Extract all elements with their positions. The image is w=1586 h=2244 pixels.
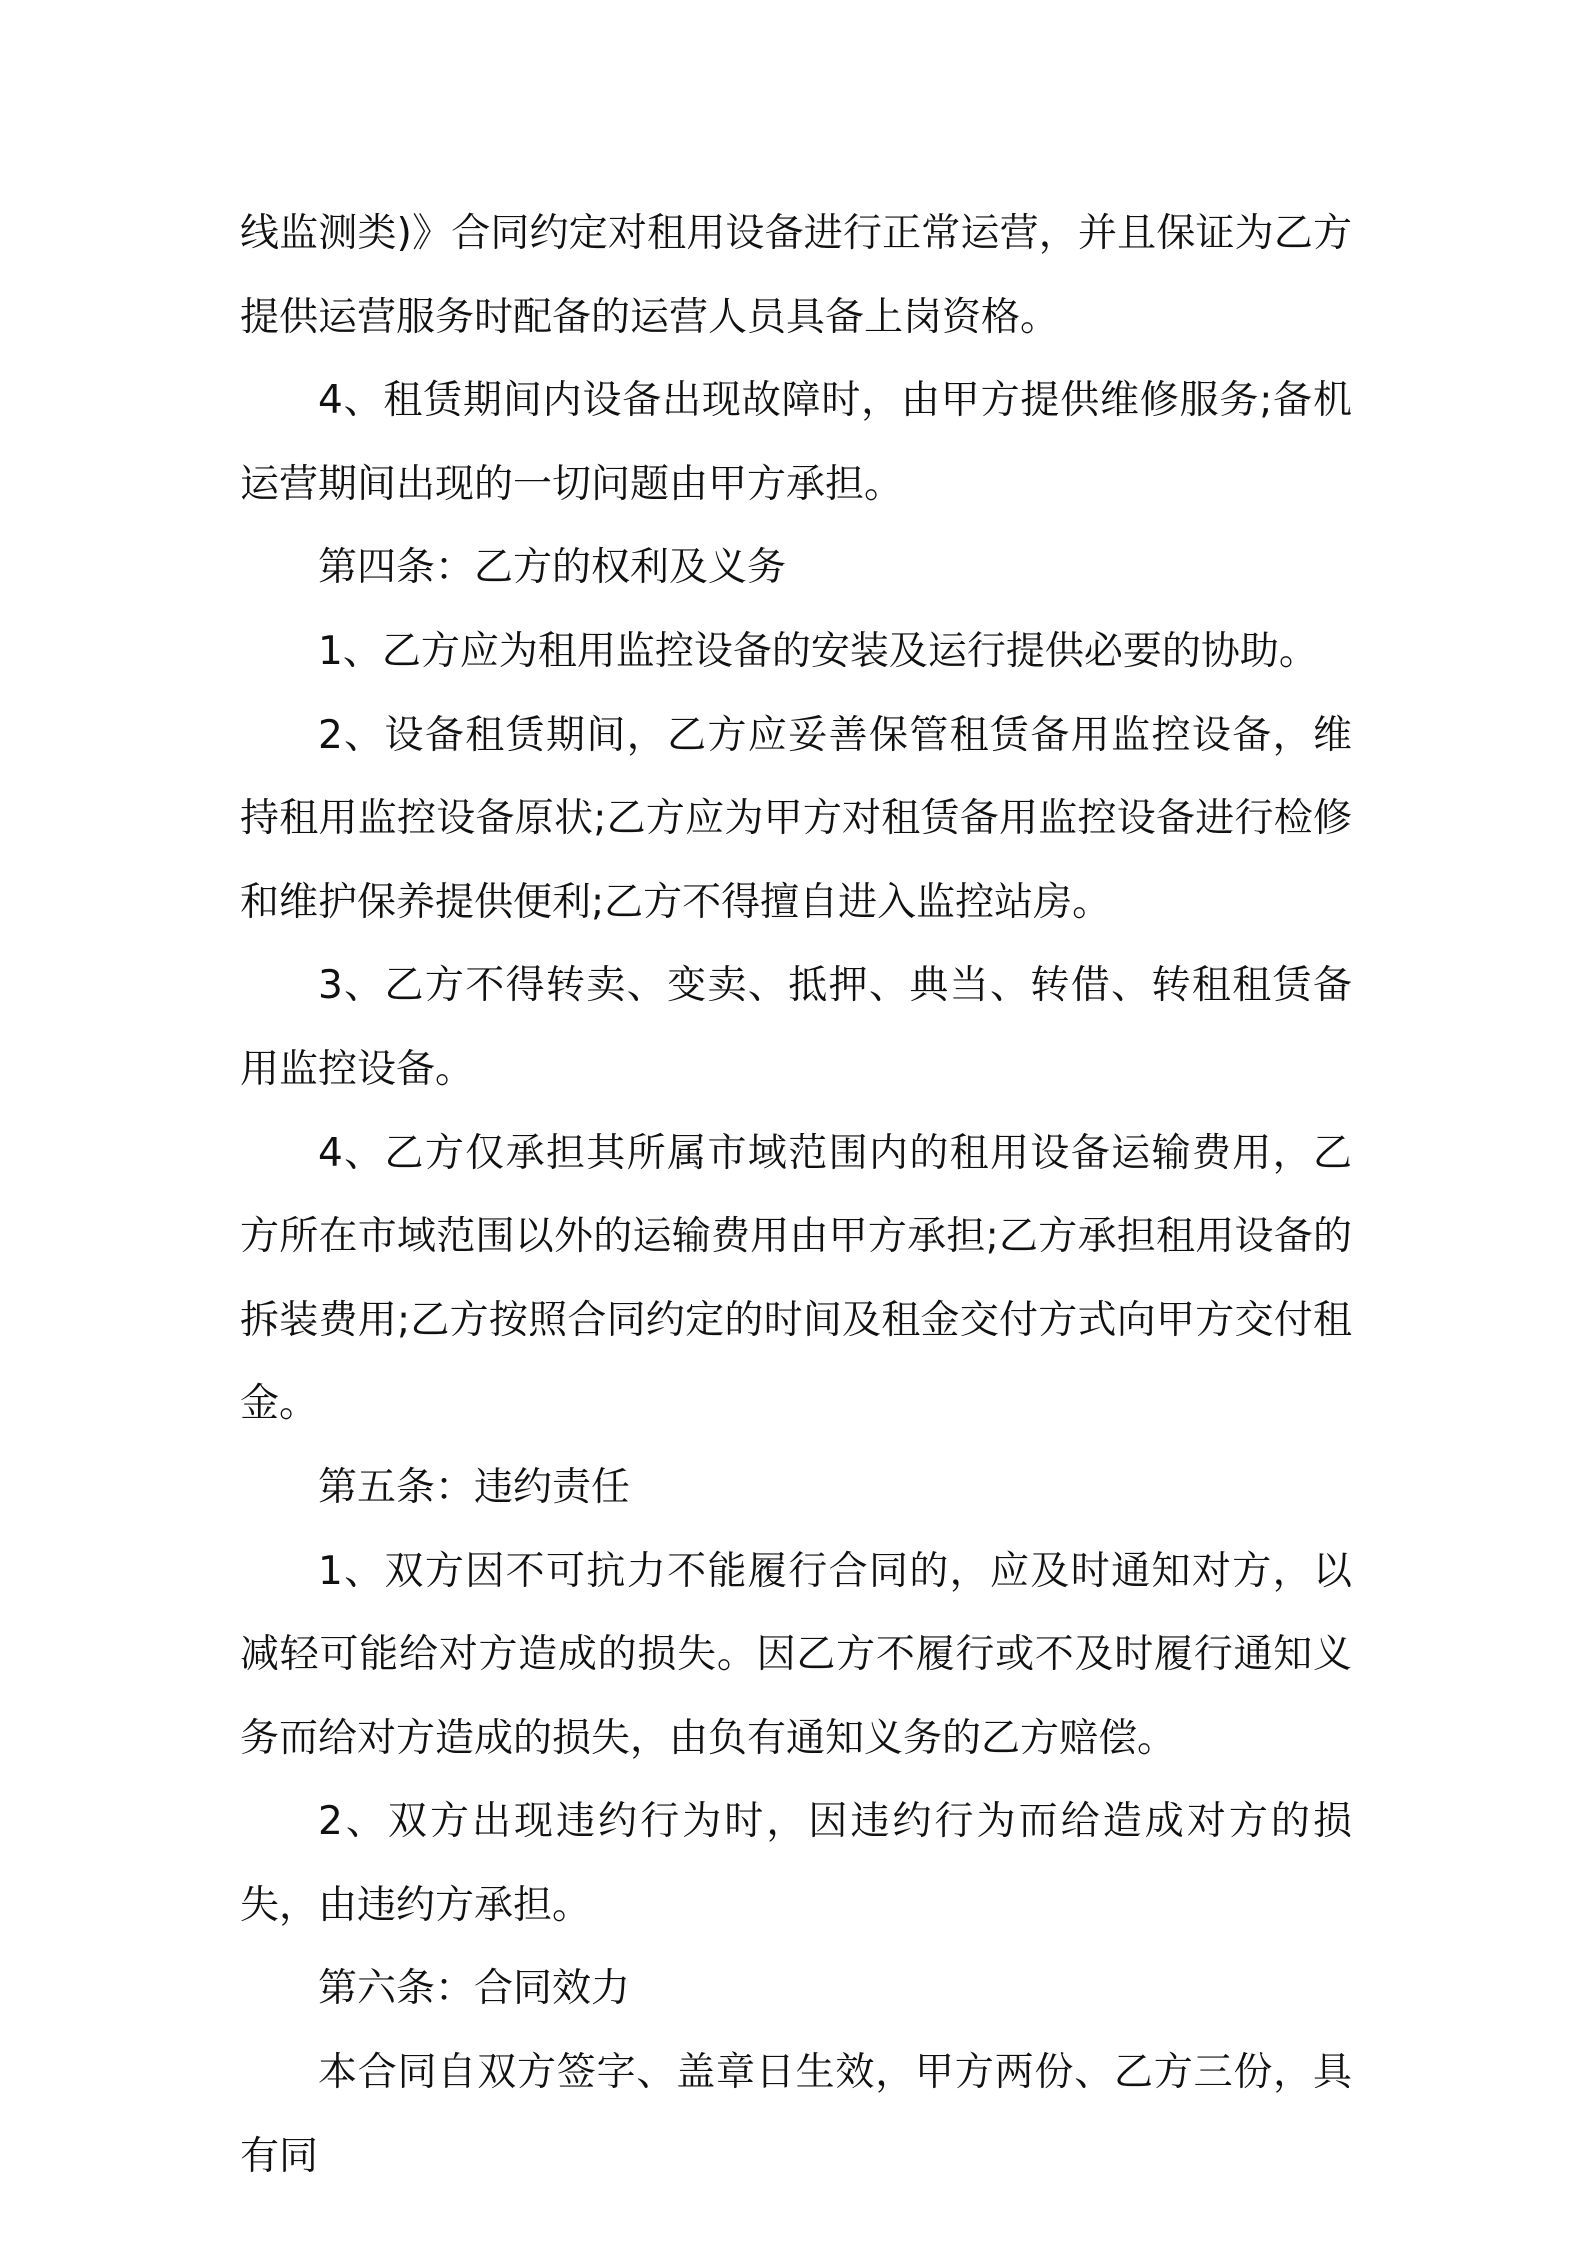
clause-3-item-4: 4、租赁期间内设备出现故障时，由甲方提供维修服务;备机运营期间出现的一切问题由甲方承担。 [240, 378, 1352, 507]
paragraph-continuation: 线监测类)》合同约定对租用设备进行正常运营，并且保证为乙方提供运营服务时配备的运营人员具备上岗资格。 [240, 211, 1352, 340]
article-4-item-3: 3、乙方不得转卖、变卖、抵押、典当、转借、转租租赁备用监控设备。 [240, 963, 1352, 1092]
article-4-item-4: 4、乙方仅承担其所属市域范围内的租用设备运输费用，乙方所在市域范围以外的运输费用由甲方承担;乙方承担租用设备的拆装费用;乙方按照合同约定的时间及租金交付方式向甲方交付租金。 [240, 1130, 1352, 1427]
article-6-body: 本合同自双方签字、盖章日生效，甲方两份、乙方三份，具有同 [240, 2050, 1352, 2179]
article-5-heading: 第五条：违约责任 [318, 1464, 631, 1510]
article-4-item-2: 2、设备租赁期间，乙方应妥善保管租赁备用监控设备，维持租用监控设备原状;乙方应为甲方对租赁备用监控设备进行检修和维护保养提供便利;乙方不得擅自进入监控站房。 [240, 712, 1352, 925]
article-4-heading: 第四条：乙方的权利及义务 [318, 545, 787, 591]
article-6-heading: 第六条：合同效力 [318, 1966, 631, 2012]
article-5-item-2: 2、双方出现违约行为时，因违约行为而给造成对方的损失，由违约方承担。 [240, 1799, 1352, 1928]
article-5-item-1: 1、双方因不可抗力不能履行合同的，应及时通知对方，以减轻可能给对方造成的损失。因乙方不履行或不及时履行通知义务而给对方造成的损失，由负有通知义务的乙方赔偿。 [240, 1548, 1352, 1761]
article-4-item-1: 1、乙方应为租用监控设备的安装及运行提供必要的协助。 [318, 628, 1318, 674]
document-page [240, 192, 1352, 2198]
